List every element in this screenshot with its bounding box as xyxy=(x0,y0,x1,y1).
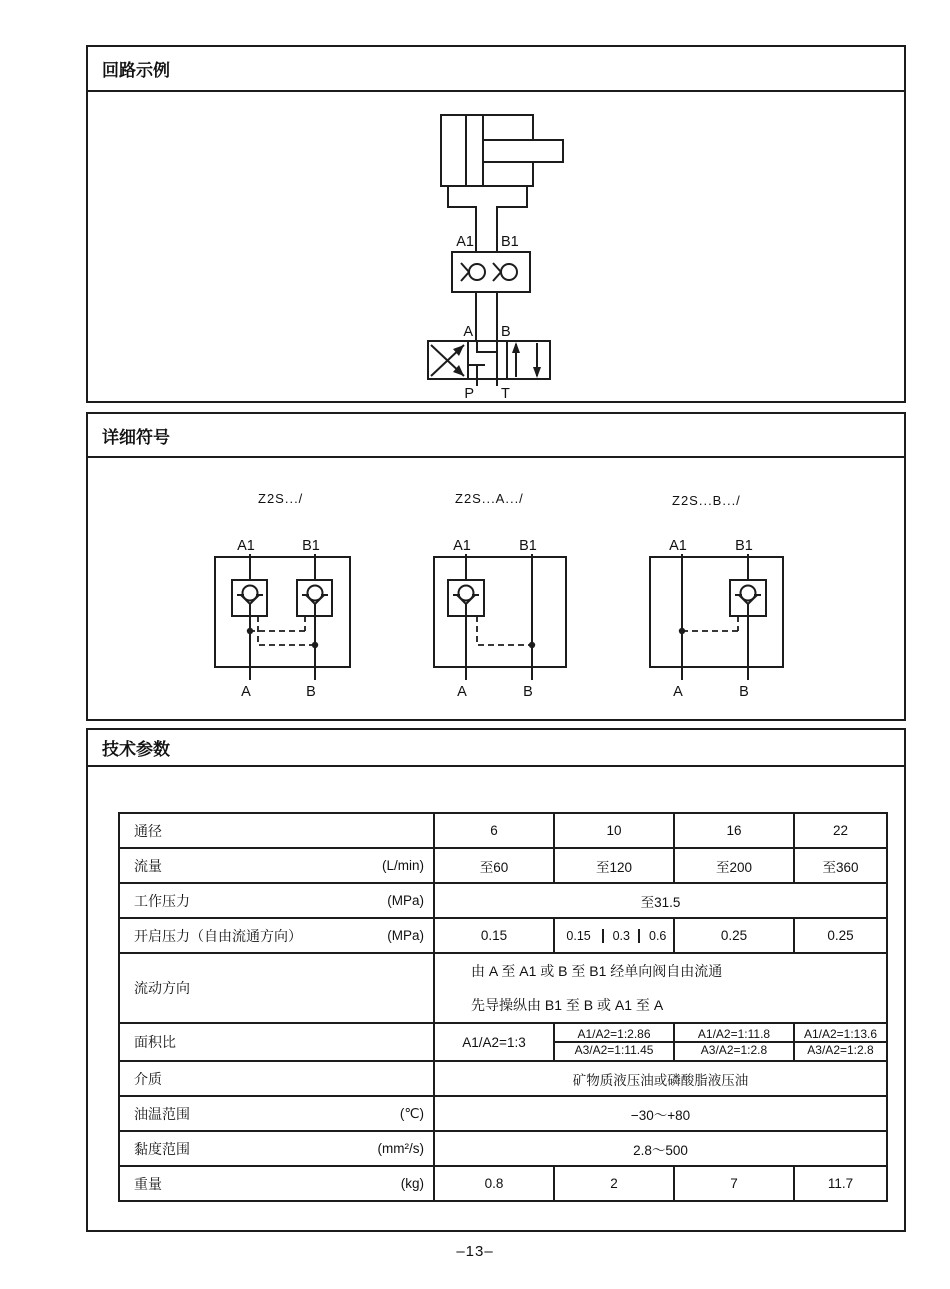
cell-flow-6: 至60 xyxy=(434,848,554,883)
row-oil-temp xyxy=(119,1096,887,1131)
row-unit: (MPa) xyxy=(387,893,424,908)
sym2-label-a1: A1 xyxy=(453,538,471,554)
cell-cracking-10c: 0.6 xyxy=(638,929,675,943)
cell-flow-22: 至360 xyxy=(794,848,887,883)
cell-weight-16: 7 xyxy=(674,1166,794,1201)
sym1-label-b1: B1 xyxy=(302,538,320,554)
row-weight xyxy=(119,1166,887,1201)
symbol-z2s-b xyxy=(650,493,783,700)
cell-ratio-6: A1/A2=1:3 xyxy=(434,1023,554,1061)
cell-weight-22: 11.7 xyxy=(794,1166,887,1201)
ratio-16-num: A1/A2=1:11.8 xyxy=(675,1027,793,1043)
sym3-label-b1: B1 xyxy=(735,538,753,554)
row-cracking-pressure xyxy=(119,918,887,953)
row-unit: (℃) xyxy=(399,1105,424,1121)
port-label-p: P xyxy=(464,386,474,402)
valve-symbol-diagrams xyxy=(200,485,810,705)
row-medium xyxy=(119,1061,887,1096)
port-label-a1: A1 xyxy=(456,234,474,250)
sym3-label-b: B xyxy=(739,684,749,700)
cell-cracking-10a: 0.15 xyxy=(566,928,591,943)
ratio-22-num: A1/A2=1:13.6 xyxy=(795,1027,886,1043)
cell-size-10: 10 xyxy=(554,813,674,848)
model-label-3: Z2S...B.../ xyxy=(672,493,741,508)
cell-ratio-16 xyxy=(674,1023,794,1061)
cell-pressure: 至31.5 xyxy=(434,883,887,918)
row-label: 黏度范围 xyxy=(134,1140,190,1157)
block-to-valve-lines xyxy=(476,292,497,341)
row-unit: (MPa) xyxy=(387,928,424,943)
cell-weight-6: 0.8 xyxy=(434,1166,554,1201)
sym2-label-a: A xyxy=(457,684,467,700)
page-number: –13– xyxy=(456,1243,494,1260)
cell-medium: 矿物质液压油或磷酸脂液压油 xyxy=(434,1061,887,1096)
hydraulic-circuit-diagram xyxy=(410,105,590,405)
ratio-10-den: A3/A2=1:11.45 xyxy=(574,1043,654,1057)
ratio-16-den: A3/A2=1:2.8 xyxy=(700,1043,768,1057)
row-label: 油温范围 xyxy=(134,1105,190,1122)
cell-size-6: 6 xyxy=(434,813,554,848)
row-label: 介质 xyxy=(134,1070,162,1087)
row-size xyxy=(119,813,887,848)
cell-flow-16: 至200 xyxy=(674,848,794,883)
row-label: 开启压力（自由流通方向） xyxy=(134,927,302,944)
ratio-22-den: A3/A2=1:2.8 xyxy=(807,1043,874,1057)
port-label-b1: B1 xyxy=(501,234,519,250)
model-label-1: Z2S.../ xyxy=(258,491,304,506)
cell-cracking-10 xyxy=(554,918,674,953)
cell-cracking-10b: 0.3 xyxy=(602,929,638,943)
cell-oil-temp: −30～+80 xyxy=(434,1096,887,1131)
row-flow-direction xyxy=(119,953,887,1023)
cell-viscosity: 2.8～500 xyxy=(434,1131,887,1166)
cell-size-16: 16 xyxy=(674,813,794,848)
row-unit: (mm²/s) xyxy=(377,1141,424,1156)
flow-direction-line2: 先导操纵由 B1 至 B 或 A1 至 A xyxy=(471,997,664,1013)
sym1-label-b: B xyxy=(306,684,316,700)
row-viscosity xyxy=(119,1131,887,1166)
port-label-a: A xyxy=(463,324,473,340)
model-label-2: Z2S...A.../ xyxy=(455,491,524,506)
section-title-symbols: 详细符号 xyxy=(88,414,904,458)
row-unit: (kg) xyxy=(400,1176,424,1191)
sym2-label-b: B xyxy=(523,684,533,700)
section-title-circuit: 回路示例 xyxy=(88,47,904,92)
section-title-specs: 技术参数 xyxy=(88,730,904,767)
symbol-z2s xyxy=(215,491,350,700)
row-label: 面积比 xyxy=(134,1034,176,1050)
row-label: 重量 xyxy=(134,1175,162,1192)
cell-ratio-22 xyxy=(794,1023,887,1061)
directional-valve-symbol xyxy=(428,341,550,386)
cell-ratio-10 xyxy=(554,1023,674,1061)
cell-flow-direction xyxy=(434,953,887,1023)
row-label: 工作压力 xyxy=(134,892,190,909)
sym2-label-b1: B1 xyxy=(519,538,537,554)
port-label-t: T xyxy=(501,386,510,402)
sym3-label-a: A xyxy=(673,684,683,700)
row-label: 流动方向 xyxy=(134,980,190,996)
spec-table xyxy=(118,812,888,1202)
row-label: 流量 xyxy=(134,857,162,874)
cylinder-symbol xyxy=(441,115,563,186)
sym1-label-a1: A1 xyxy=(237,538,255,554)
sym1-label-a: A xyxy=(241,684,251,700)
flow-direction-line1: 由 A 至 A1 或 B 至 B1 经单向阀自由流通 xyxy=(471,963,723,979)
port-label-b: B xyxy=(501,324,511,340)
row-pressure xyxy=(119,883,887,918)
cell-weight-10: 2 xyxy=(554,1166,674,1201)
cell-size-22: 22 xyxy=(794,813,887,848)
row-unit: (L/min) xyxy=(381,858,424,873)
cell-cracking-22: 0.25 xyxy=(794,918,887,953)
cell-flow-10: 至120 xyxy=(554,848,674,883)
cell-cracking-16: 0.25 xyxy=(674,918,794,953)
check-valve-block xyxy=(452,252,530,292)
cell-cracking-6: 0.15 xyxy=(434,918,554,953)
symbol-z2s-a xyxy=(434,491,566,700)
row-area-ratio xyxy=(119,1023,887,1061)
ratio-10-num: A1/A2=1:2.86 xyxy=(555,1027,673,1043)
sym3-label-a1: A1 xyxy=(669,538,687,554)
row-label: 通径 xyxy=(134,822,162,839)
row-flow xyxy=(119,848,887,883)
